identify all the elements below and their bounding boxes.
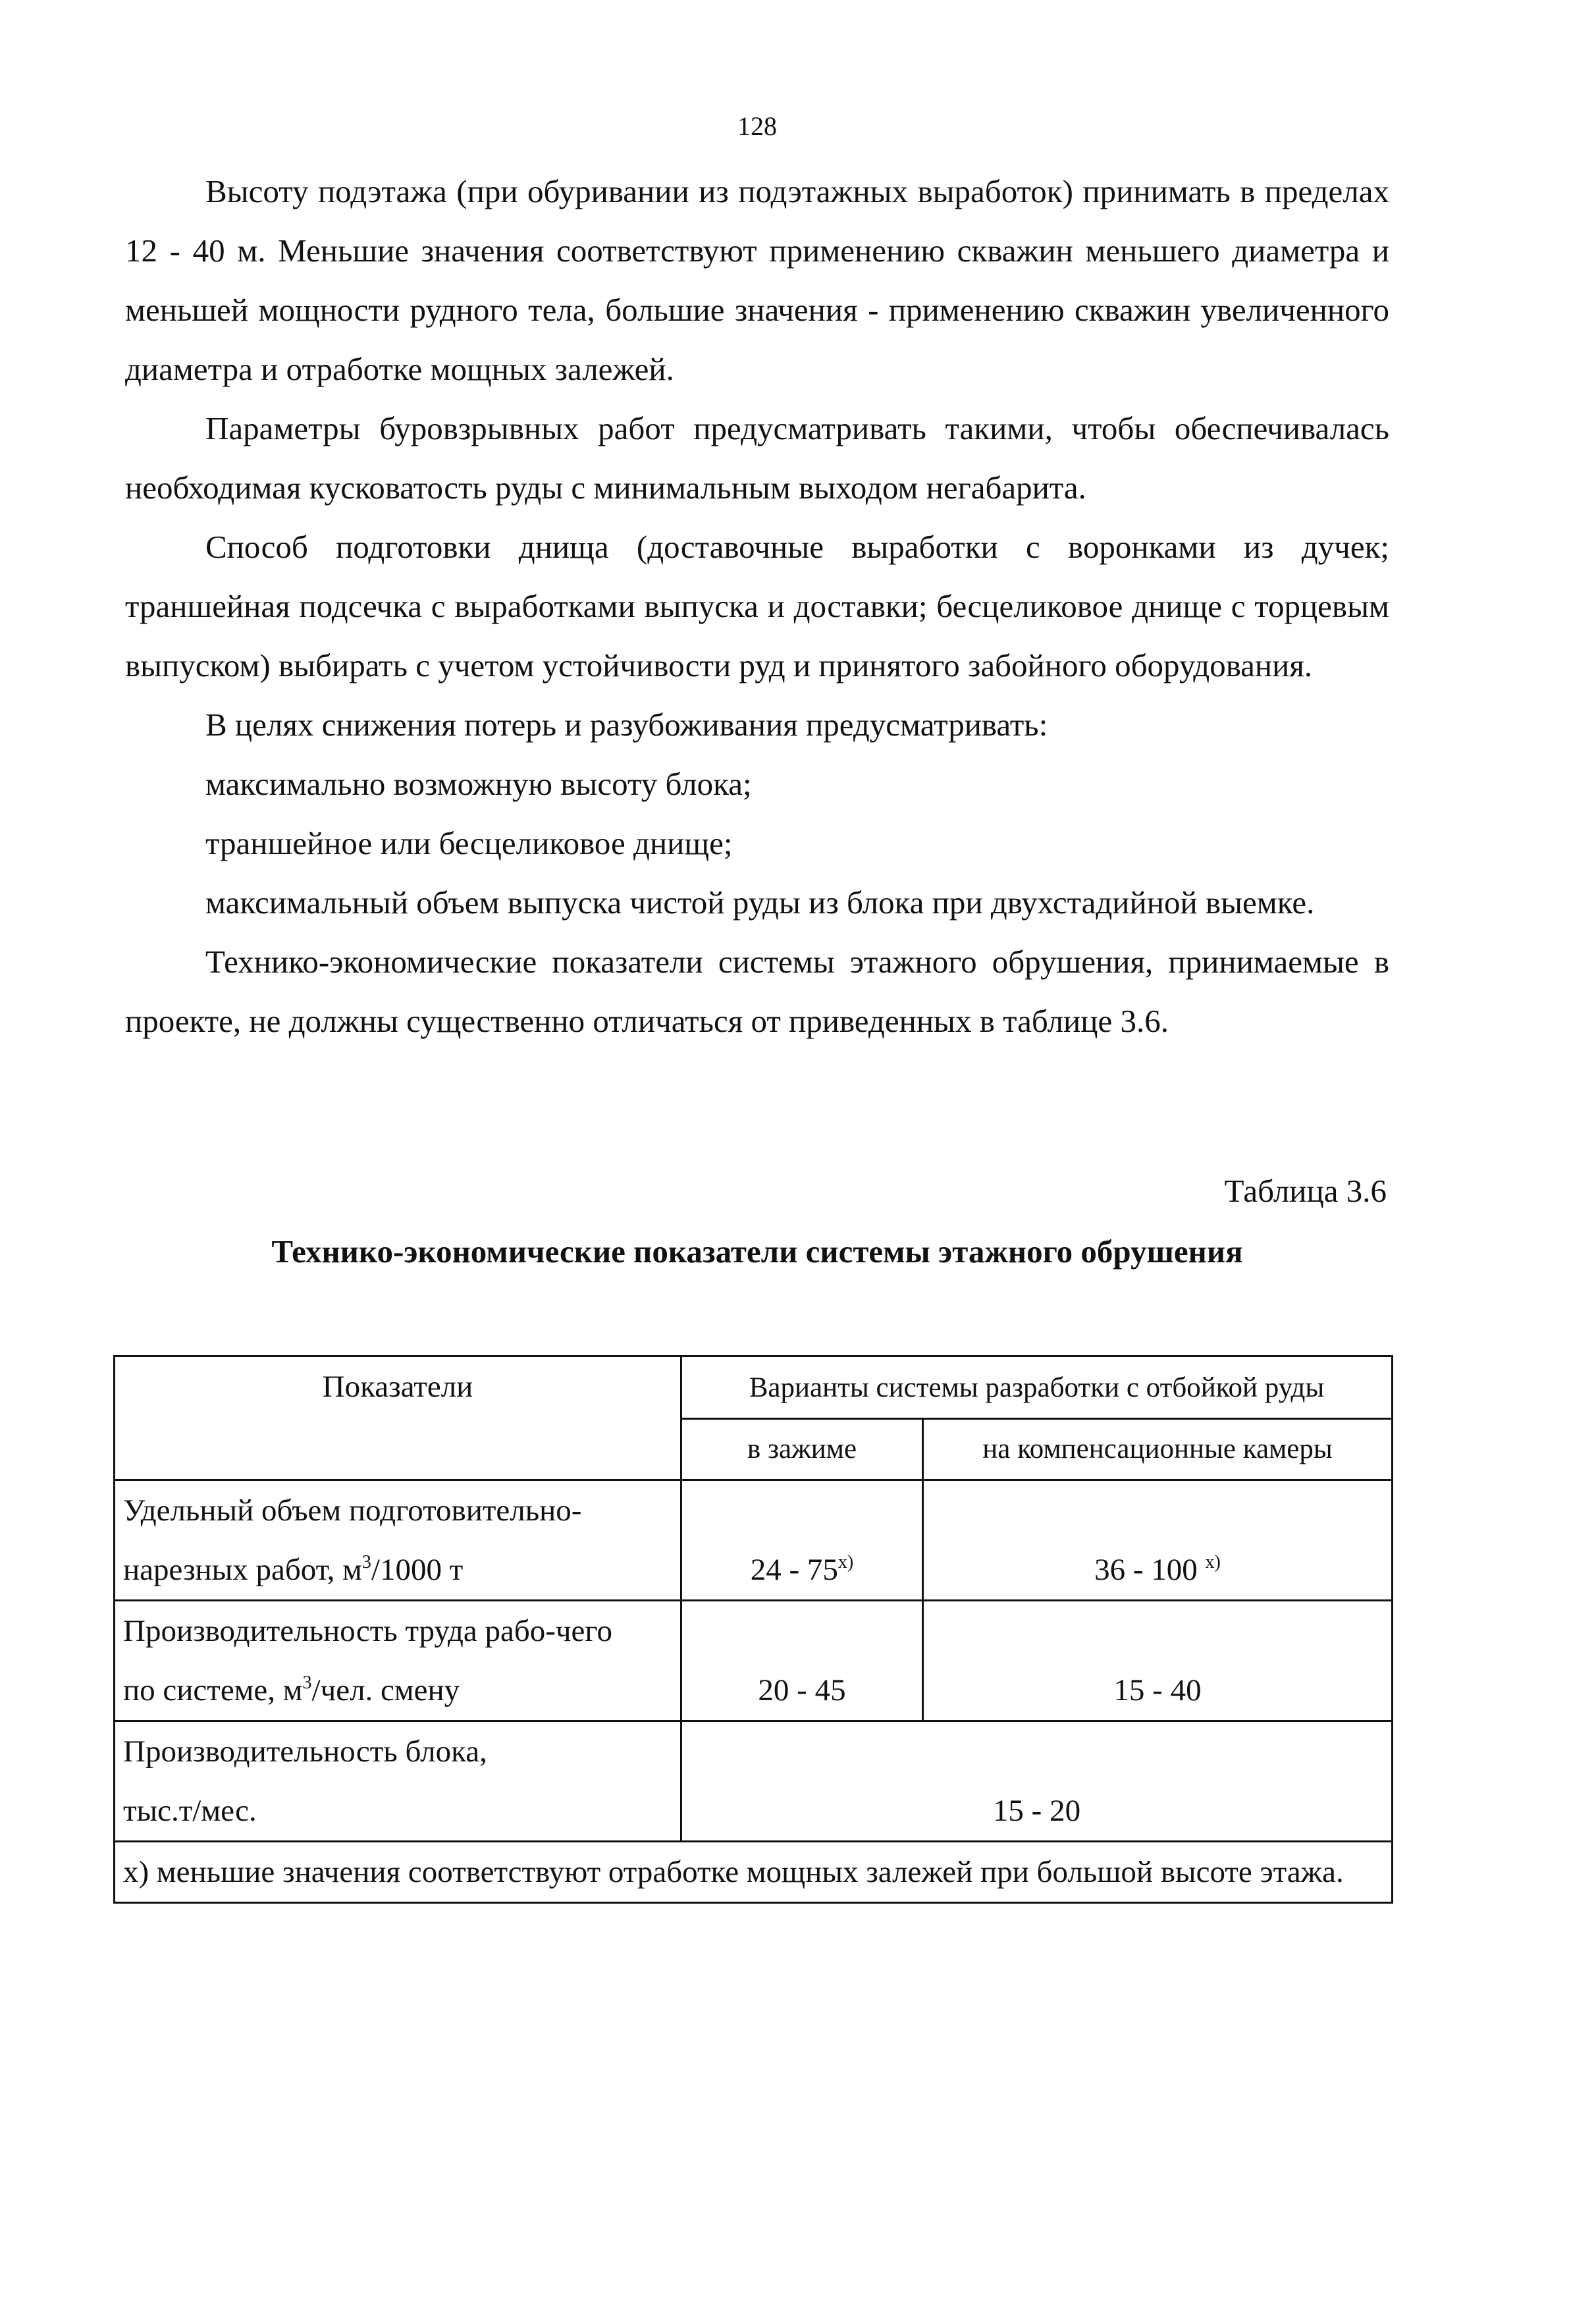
row-label-line2-post: /1000 т bbox=[371, 1553, 464, 1587]
header-variants-label: Варианты системы разработки с отбойкой руды bbox=[749, 1372, 1325, 1403]
indicators-table bbox=[113, 1355, 1393, 1904]
paragraph: Высоту подэтажа (при обуривании из подэтажных выработок) принимать в пределах 12 - 40 м. Меньшие значения соответствуют применению скважин меньшего диаметра и меньшей мощности рудного тела, большие значения - применению скважин увеличенного диаметра и отработке мощных залежей. bbox=[125, 173, 1389, 387]
row-value-1 bbox=[681, 1480, 923, 1601]
value-sup: x) bbox=[838, 1552, 854, 1572]
paragraph: В целях снижения потерь и разубоживания предусматривать: bbox=[205, 707, 1048, 743]
list-item: траншейное или бесцеликовое днище; bbox=[205, 825, 733, 861]
header-sub-2: на компенсационные камеры bbox=[923, 1419, 1393, 1480]
paragraph: Способ подготовки днища (доставочные выработки с воронками из дучек; траншейная подсечка с выработками выпуска и доставки; бесцеликовое днище с торцевым выпуском) выбирать с учетом устойчивости руд и принятого забойного оборудования. bbox=[125, 529, 1389, 683]
row-label-line1: Удельный объем подготовительно- bbox=[123, 1493, 582, 1528]
page-number: 128 bbox=[737, 111, 777, 141]
table-note: х) меньшие значения соответствуют отработке мощных залежей при большой высоте этажа. bbox=[115, 1842, 1393, 1903]
row-label-line2: по системе, м bbox=[123, 1673, 303, 1707]
row-label bbox=[115, 1721, 681, 1842]
row-label-line1: Производительность труда рабо-чего bbox=[123, 1614, 613, 1648]
row-label-line1: Производительность блока, bbox=[123, 1734, 487, 1769]
row-value-merged: 15 - 20 bbox=[681, 1721, 1393, 1842]
value-text: 24 - 75 bbox=[750, 1553, 838, 1587]
list-item: максимальный объем выпуска чистой руды из блока при двухстадийной выемке. bbox=[205, 884, 1315, 921]
row-label-sup: 3 bbox=[302, 1673, 312, 1693]
list-item: максимально возможную высоту блока; bbox=[205, 766, 752, 802]
table-title: Технико-экономические показатели системы этажного обрушения bbox=[271, 1233, 1243, 1270]
row-value-2: 15 - 40 bbox=[923, 1601, 1393, 1721]
row-label bbox=[115, 1601, 681, 1721]
row-label-line2: тыс.т/мес. bbox=[123, 1794, 257, 1828]
row-label-line2-post: /чел. смену bbox=[311, 1673, 460, 1707]
paragraph: Параметры буровзрывных работ предусматривать такими, чтобы обеспечивалась необходимая кусковатость руды с минимальным выходом негабарита. bbox=[125, 410, 1389, 506]
header-variants bbox=[681, 1356, 1393, 1419]
paragraph: Технико-экономические показатели системы этажного обрушения, принимаемые в проекте, не должны существенно отличаться от приведенных в таблице 3.6. bbox=[125, 944, 1389, 1039]
header-indicators: Показатели bbox=[115, 1356, 681, 1480]
table-row bbox=[115, 1480, 1393, 1601]
table-caption: Таблица 3.6 bbox=[1224, 1173, 1387, 1209]
row-value-2 bbox=[923, 1480, 1393, 1601]
row-value-1: 20 - 45 bbox=[681, 1601, 923, 1721]
value-text: 36 - 100 bbox=[1094, 1553, 1206, 1587]
table-header-row bbox=[115, 1356, 1393, 1419]
table-note-row bbox=[115, 1842, 1393, 1903]
body-text bbox=[125, 162, 1389, 1051]
table-row bbox=[115, 1721, 1393, 1842]
row-label bbox=[115, 1480, 681, 1601]
row-label-line2: нарезных работ, м bbox=[123, 1553, 362, 1587]
header-sub-1: в зажиме bbox=[681, 1419, 923, 1480]
row-label-sup: 3 bbox=[361, 1552, 371, 1572]
table-row bbox=[115, 1601, 1393, 1721]
value-sup: x) bbox=[1205, 1552, 1221, 1572]
